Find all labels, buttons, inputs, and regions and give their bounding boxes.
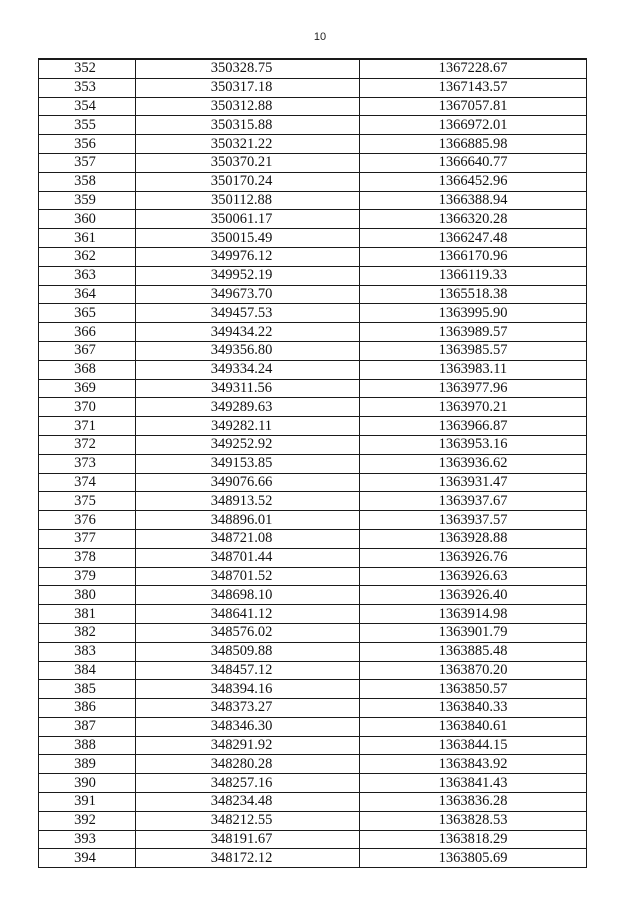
point-number-cell: 384	[39, 661, 136, 680]
x-coordinate-cell: 350315.88	[136, 116, 360, 135]
x-coordinate-cell: 350370.21	[136, 153, 360, 172]
y-coordinate-cell: 1363901.79	[360, 623, 587, 642]
point-number-cell: 366	[39, 323, 136, 342]
table-row	[39, 454, 587, 473]
table-row	[39, 435, 587, 454]
x-coordinate-cell: 350061.17	[136, 210, 360, 229]
table-row	[39, 567, 587, 586]
point-number-cell: 356	[39, 135, 136, 154]
y-coordinate-cell: 1367143.57	[360, 78, 587, 97]
y-coordinate-cell: 1363843.92	[360, 755, 587, 774]
y-coordinate-cell: 1366972.01	[360, 116, 587, 135]
x-coordinate-cell: 348291.92	[136, 736, 360, 755]
table-row	[39, 59, 587, 78]
y-coordinate-cell: 1363926.40	[360, 586, 587, 605]
table-row	[39, 492, 587, 511]
table-row	[39, 78, 587, 97]
table-row	[39, 849, 587, 868]
point-number-cell: 383	[39, 642, 136, 661]
point-number-cell: 394	[39, 849, 136, 868]
point-number-cell: 364	[39, 285, 136, 304]
y-coordinate-cell: 1367228.67	[360, 59, 587, 78]
point-number-cell: 367	[39, 341, 136, 360]
table-row	[39, 379, 587, 398]
x-coordinate-cell: 350312.88	[136, 97, 360, 116]
table-row	[39, 341, 587, 360]
y-coordinate-cell: 1367057.81	[360, 97, 587, 116]
point-number-cell: 374	[39, 473, 136, 492]
point-number-cell: 379	[39, 567, 136, 586]
point-number-cell: 355	[39, 116, 136, 135]
table-row	[39, 755, 587, 774]
x-coordinate-cell: 348172.12	[136, 849, 360, 868]
y-coordinate-cell: 1363840.61	[360, 717, 587, 736]
x-coordinate-cell: 348257.16	[136, 774, 360, 793]
x-coordinate-cell: 349252.92	[136, 435, 360, 454]
point-number-cell: 359	[39, 191, 136, 210]
x-coordinate-cell: 350328.75	[136, 59, 360, 78]
y-coordinate-cell: 1363828.53	[360, 811, 587, 830]
point-number-cell: 375	[39, 492, 136, 511]
table-row	[39, 229, 587, 248]
point-number-cell: 369	[39, 379, 136, 398]
point-number-cell: 377	[39, 529, 136, 548]
point-number-cell: 372	[39, 435, 136, 454]
point-number-cell: 365	[39, 304, 136, 323]
x-coordinate-cell: 350015.49	[136, 229, 360, 248]
point-number-cell: 361	[39, 229, 136, 248]
y-coordinate-cell: 1363914.98	[360, 605, 587, 624]
x-coordinate-cell: 349434.22	[136, 323, 360, 342]
y-coordinate-cell: 1366885.98	[360, 135, 587, 154]
y-coordinate-cell: 1363885.48	[360, 642, 587, 661]
table-row	[39, 642, 587, 661]
point-number-cell: 391	[39, 793, 136, 812]
point-number-cell: 354	[39, 97, 136, 116]
x-coordinate-cell: 349952.19	[136, 266, 360, 285]
x-coordinate-cell: 349334.24	[136, 360, 360, 379]
x-coordinate-cell: 350317.18	[136, 78, 360, 97]
point-number-cell: 362	[39, 247, 136, 266]
x-coordinate-cell: 348701.52	[136, 567, 360, 586]
y-coordinate-cell: 1363995.90	[360, 304, 587, 323]
table-row	[39, 511, 587, 530]
x-coordinate-cell: 348913.52	[136, 492, 360, 511]
table-row	[39, 210, 587, 229]
table-row	[39, 417, 587, 436]
y-coordinate-cell: 1363977.96	[360, 379, 587, 398]
x-coordinate-cell: 349282.11	[136, 417, 360, 436]
y-coordinate-cell: 1366640.77	[360, 153, 587, 172]
point-number-cell: 352	[39, 59, 136, 78]
point-number-cell: 380	[39, 586, 136, 605]
table-row	[39, 680, 587, 699]
point-number-cell: 382	[39, 623, 136, 642]
y-coordinate-cell: 1363870.20	[360, 661, 587, 680]
y-coordinate-cell: 1363937.67	[360, 492, 587, 511]
table-row	[39, 811, 587, 830]
point-number-cell: 386	[39, 699, 136, 718]
table-row	[39, 135, 587, 154]
x-coordinate-cell: 348701.44	[136, 548, 360, 567]
point-number-cell: 389	[39, 755, 136, 774]
point-number-cell: 373	[39, 454, 136, 473]
y-coordinate-cell: 1366320.28	[360, 210, 587, 229]
table-row	[39, 548, 587, 567]
y-coordinate-cell: 1363936.62	[360, 454, 587, 473]
y-coordinate-cell: 1366388.94	[360, 191, 587, 210]
point-number-cell: 353	[39, 78, 136, 97]
table-row	[39, 623, 587, 642]
y-coordinate-cell: 1363844.15	[360, 736, 587, 755]
y-coordinate-cell: 1363953.16	[360, 435, 587, 454]
y-coordinate-cell: 1366170.96	[360, 247, 587, 266]
table-row	[39, 774, 587, 793]
point-number-cell: 363	[39, 266, 136, 285]
y-coordinate-cell: 1366247.48	[360, 229, 587, 248]
x-coordinate-cell: 349356.80	[136, 341, 360, 360]
x-coordinate-cell: 348457.12	[136, 661, 360, 680]
table-row	[39, 830, 587, 849]
y-coordinate-cell: 1363970.21	[360, 398, 587, 417]
x-coordinate-cell: 348373.27	[136, 699, 360, 718]
y-coordinate-cell: 1366119.33	[360, 266, 587, 285]
x-coordinate-cell: 348191.67	[136, 830, 360, 849]
x-coordinate-cell: 349976.12	[136, 247, 360, 266]
y-coordinate-cell: 1363989.57	[360, 323, 587, 342]
y-coordinate-cell: 1365518.38	[360, 285, 587, 304]
table-row	[39, 360, 587, 379]
table-row	[39, 717, 587, 736]
table-row	[39, 586, 587, 605]
x-coordinate-cell: 349311.56	[136, 379, 360, 398]
point-number-cell: 381	[39, 605, 136, 624]
table-row	[39, 473, 587, 492]
x-coordinate-cell: 350112.88	[136, 191, 360, 210]
x-coordinate-cell: 349289.63	[136, 398, 360, 417]
table-row	[39, 605, 587, 624]
point-number-cell: 388	[39, 736, 136, 755]
y-coordinate-cell: 1363805.69	[360, 849, 587, 868]
table-row	[39, 661, 587, 680]
table-row	[39, 97, 587, 116]
table-row	[39, 304, 587, 323]
x-coordinate-cell: 348280.28	[136, 755, 360, 774]
table-row	[39, 116, 587, 135]
coordinates-table-body	[39, 59, 587, 868]
table-row	[39, 323, 587, 342]
point-number-cell: 371	[39, 417, 136, 436]
x-coordinate-cell: 348576.02	[136, 623, 360, 642]
x-coordinate-cell: 349457.53	[136, 304, 360, 323]
table-row	[39, 398, 587, 417]
y-coordinate-cell: 1363836.28	[360, 793, 587, 812]
x-coordinate-cell: 350170.24	[136, 172, 360, 191]
y-coordinate-cell: 1363840.33	[360, 699, 587, 718]
table-row	[39, 793, 587, 812]
table-row	[39, 266, 587, 285]
y-coordinate-cell: 1363966.87	[360, 417, 587, 436]
x-coordinate-cell: 350321.22	[136, 135, 360, 154]
y-coordinate-cell: 1363928.88	[360, 529, 587, 548]
point-number-cell: 393	[39, 830, 136, 849]
point-number-cell: 392	[39, 811, 136, 830]
table-row	[39, 191, 587, 210]
point-number-cell: 390	[39, 774, 136, 793]
page-number: 10	[313, 31, 327, 43]
table-row	[39, 699, 587, 718]
point-number-cell: 357	[39, 153, 136, 172]
point-number-cell: 368	[39, 360, 136, 379]
x-coordinate-cell: 348234.48	[136, 793, 360, 812]
table-row	[39, 153, 587, 172]
point-number-cell: 378	[39, 548, 136, 567]
x-coordinate-cell: 348698.10	[136, 586, 360, 605]
x-coordinate-cell: 348641.12	[136, 605, 360, 624]
x-coordinate-cell: 349673.70	[136, 285, 360, 304]
y-coordinate-cell: 1363983.11	[360, 360, 587, 379]
point-number-cell: 385	[39, 680, 136, 699]
point-number-cell: 360	[39, 210, 136, 229]
y-coordinate-cell: 1363926.63	[360, 567, 587, 586]
x-coordinate-cell: 348509.88	[136, 642, 360, 661]
table-row	[39, 529, 587, 548]
y-coordinate-cell: 1363931.47	[360, 473, 587, 492]
y-coordinate-cell: 1363850.57	[360, 680, 587, 699]
point-number-cell: 370	[39, 398, 136, 417]
x-coordinate-cell: 349076.66	[136, 473, 360, 492]
x-coordinate-cell: 349153.85	[136, 454, 360, 473]
x-coordinate-cell: 348212.55	[136, 811, 360, 830]
y-coordinate-cell: 1363985.57	[360, 341, 587, 360]
y-coordinate-cell: 1363926.76	[360, 548, 587, 567]
table-row	[39, 247, 587, 266]
point-number-cell: 387	[39, 717, 136, 736]
table-row	[39, 172, 587, 191]
y-coordinate-cell: 1363841.43	[360, 774, 587, 793]
y-coordinate-cell: 1366452.96	[360, 172, 587, 191]
point-number-cell: 358	[39, 172, 136, 191]
x-coordinate-cell: 348394.16	[136, 680, 360, 699]
table-row	[39, 736, 587, 755]
point-number-cell: 376	[39, 511, 136, 530]
x-coordinate-cell: 348346.30	[136, 717, 360, 736]
x-coordinate-cell: 348896.01	[136, 511, 360, 530]
y-coordinate-cell: 1363937.57	[360, 511, 587, 530]
y-coordinate-cell: 1363818.29	[360, 830, 587, 849]
table-row	[39, 285, 587, 304]
coordinates-table	[38, 58, 587, 868]
x-coordinate-cell: 348721.08	[136, 529, 360, 548]
